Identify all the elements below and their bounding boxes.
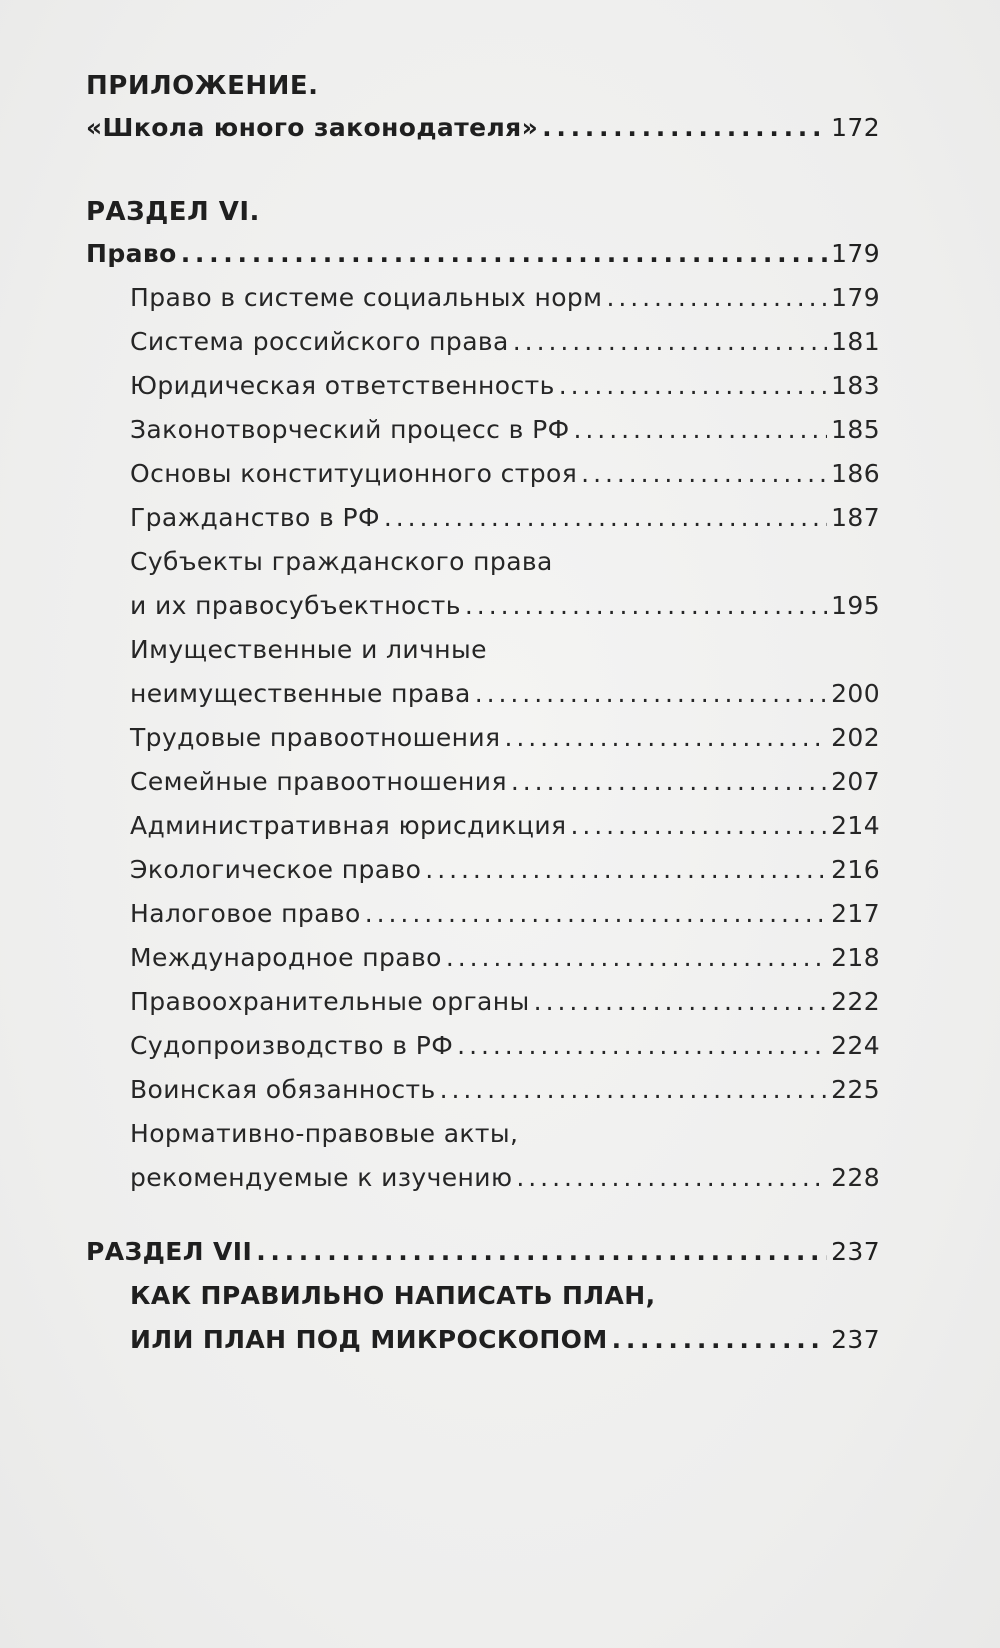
toc-entry[interactable] bbox=[86, 452, 880, 496]
toc-entry-page: 186 bbox=[831, 459, 880, 488]
toc-entry[interactable] bbox=[86, 584, 880, 628]
dot-leader bbox=[612, 1318, 827, 1362]
toc-entry[interactable] bbox=[86, 892, 880, 936]
toc-entry-page: 179 bbox=[831, 239, 880, 268]
toc-entry-law[interactable] bbox=[86, 232, 880, 276]
toc-entry-label: Судопроизводство в РФ bbox=[130, 1031, 454, 1060]
dot-leader bbox=[542, 106, 827, 150]
toc-entry-page: 214 bbox=[831, 811, 880, 840]
toc-entry-label: Правоохранительные органы bbox=[130, 987, 530, 1016]
dot-leader bbox=[181, 232, 827, 276]
dot-leader bbox=[256, 1230, 827, 1274]
toc-entry-label: неимущественные права bbox=[130, 679, 471, 708]
toc-entry-page: 237 bbox=[831, 1325, 880, 1354]
toc-entry[interactable] bbox=[86, 980, 880, 1024]
toc-entry-label: Налоговое право bbox=[130, 899, 361, 928]
dot-leader bbox=[475, 672, 827, 716]
toc-entry-page: 172 bbox=[831, 113, 880, 142]
dot-leader bbox=[504, 716, 827, 760]
toc-entry-label: Основы конституционного строя bbox=[130, 459, 578, 488]
toc-entry-label: Семейные правоотношения bbox=[130, 767, 507, 796]
toc-entry[interactable] bbox=[86, 804, 880, 848]
toc-entry-page: 179 bbox=[831, 283, 880, 312]
toc-entry-label: «Школа юного законодателя» bbox=[86, 113, 539, 142]
toc-entry[interactable] bbox=[86, 1156, 880, 1200]
toc-entry[interactable] bbox=[86, 672, 880, 716]
dot-leader bbox=[581, 452, 827, 496]
toc-entry-page: 225 bbox=[831, 1075, 880, 1104]
toc-entry-label: РАЗДЕЛ VII bbox=[86, 1237, 253, 1266]
toc-entry-label: Право в системе социальных норм bbox=[130, 283, 603, 312]
toc-entry-page: 224 bbox=[831, 1031, 880, 1060]
appendix-title: ПРИЛОЖЕНИЕ. bbox=[86, 71, 319, 101]
toc-entry-label: Законотворческий процесс в РФ bbox=[130, 415, 570, 444]
toc-entry-section-7[interactable] bbox=[86, 1230, 880, 1274]
dot-leader bbox=[440, 1068, 827, 1112]
toc-entry[interactable] bbox=[86, 848, 880, 892]
toc-entry[interactable] bbox=[86, 760, 880, 804]
toc-entry-first-line: КАК ПРАВИЛЬНО НАПИСАТЬ ПЛАН, bbox=[130, 1281, 656, 1310]
toc-entry-page: 195 bbox=[831, 591, 880, 620]
dot-leader bbox=[457, 1024, 827, 1068]
toc-entry-label: Право bbox=[86, 239, 177, 268]
toc-entry-label: Воинская обязанность bbox=[130, 1075, 436, 1104]
section-6-title: РАЗДЕЛ VI. bbox=[86, 197, 260, 227]
toc-entry[interactable] bbox=[86, 364, 880, 408]
toc-entry-page: 216 bbox=[831, 855, 880, 884]
toc-entry-label: Гражданство в РФ bbox=[130, 503, 380, 532]
dot-leader bbox=[384, 496, 827, 540]
dot-leader bbox=[465, 584, 827, 628]
dot-leader bbox=[513, 320, 827, 364]
toc-entry-page: 187 bbox=[831, 503, 880, 532]
dot-leader bbox=[606, 276, 827, 320]
toc-entry[interactable] bbox=[86, 1024, 880, 1068]
toc-entry-label: и их правосубъектность bbox=[130, 591, 461, 620]
dot-leader bbox=[516, 1156, 827, 1200]
toc-entry[interactable] bbox=[86, 936, 880, 980]
dot-leader bbox=[559, 364, 827, 408]
dot-leader bbox=[570, 804, 827, 848]
toc-entry-page: 183 bbox=[831, 371, 880, 400]
toc-entry[interactable] bbox=[86, 716, 880, 760]
toc-entry[interactable] bbox=[86, 408, 880, 452]
toc-entry[interactable] bbox=[86, 496, 880, 540]
toc-entry-plan[interactable] bbox=[86, 1318, 880, 1362]
toc-entry-page: 228 bbox=[831, 1163, 880, 1192]
toc-entry-page: 181 bbox=[831, 327, 880, 356]
dot-leader bbox=[365, 892, 827, 936]
toc-entry-page: 222 bbox=[831, 987, 880, 1016]
toc-entry-first-line: Нормативно-правовые акты, bbox=[130, 1119, 519, 1148]
spacer bbox=[86, 1200, 880, 1230]
toc-entry[interactable] bbox=[86, 320, 880, 364]
toc-entry-label: Экологическое право bbox=[130, 855, 422, 884]
toc-entry-label: Юридическая ответственность bbox=[130, 371, 555, 400]
toc-entry-first-line: Имущественные и личные bbox=[130, 635, 487, 664]
toc-entry[interactable] bbox=[86, 276, 880, 320]
toc-entry-page: 200 bbox=[831, 679, 880, 708]
dot-leader bbox=[425, 848, 827, 892]
dot-leader bbox=[534, 980, 827, 1024]
table-of-contents bbox=[86, 66, 880, 1362]
toc-entry-page: 207 bbox=[831, 767, 880, 796]
dot-leader bbox=[574, 408, 828, 452]
toc-entry-page: 218 bbox=[831, 943, 880, 972]
toc-entry-page: 185 bbox=[831, 415, 880, 444]
toc-entry-label: рекомендуемые к изучению bbox=[130, 1163, 513, 1192]
toc-entry-label: ИЛИ ПЛАН ПОД МИКРОСКОПОМ bbox=[130, 1325, 608, 1354]
toc-entry-page: 202 bbox=[831, 723, 880, 752]
toc-entry[interactable] bbox=[86, 1068, 880, 1112]
toc-entry-label: Административная юрисдикция bbox=[130, 811, 567, 840]
dot-leader bbox=[511, 760, 827, 804]
toc-entry-label: Система российского права bbox=[130, 327, 509, 356]
spacer bbox=[86, 150, 880, 192]
dot-leader bbox=[446, 936, 827, 980]
toc-entry-page: 237 bbox=[831, 1237, 880, 1266]
toc-entry-page: 217 bbox=[831, 899, 880, 928]
toc-entry-appendix[interactable] bbox=[86, 106, 880, 150]
toc-entry-first-line: Субъекты гражданского права bbox=[130, 547, 553, 576]
toc-entry-label: Международное право bbox=[130, 943, 442, 972]
toc-entry-label: Трудовые правоотношения bbox=[130, 723, 501, 752]
